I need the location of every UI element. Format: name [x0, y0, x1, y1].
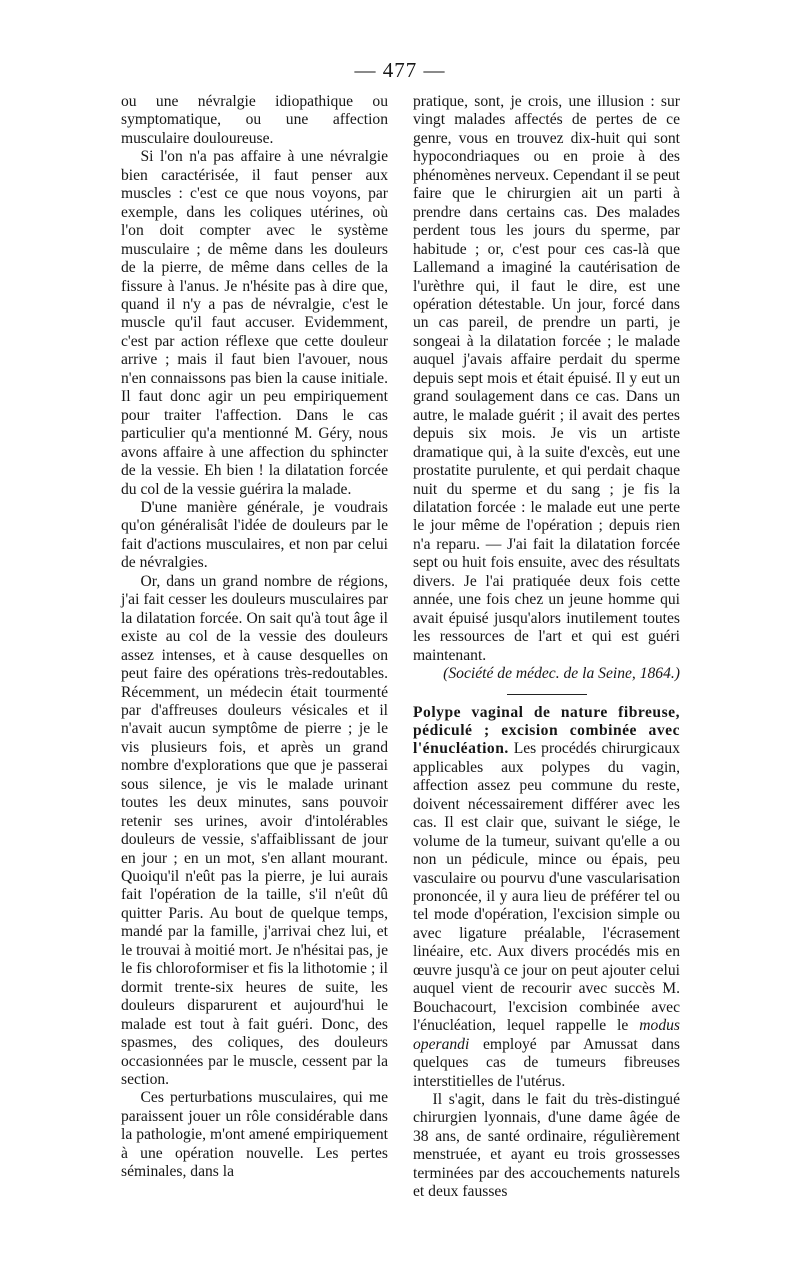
right-column — [413, 93, 680, 1202]
section-title: Polype vaginal de nature fibreuse, pédiculé ; excision combinée avec l'énucléation. — [413, 703, 680, 758]
paragraph: Si l'on n'a pas affaire à une névralgie bien caractérisée, il faut penser aux muscles : c'est ce que nous voyons, par exemple, dans les coliques utérines, où l'on doit compter avec le système musculaire ; de même dans les douleurs de la pierre, de même dans celles de la fissure à l'anus. Je n'hésite pas à dire que, quand il n'y a pas de névralgie, c'est le muscle qu'il faut accuser. Evidemment, c'est par action réflexe que cette douleur arrive ; mais il faut bien l'avouer, nous n'en connaissons pas bien la cause initiale. Il faut donc agir un peu empiriquement pour traiter l'affection. Dans le cas particulier qu'a mentionné M. Géry, nous avons affaire à une affection du sphincter de la vessie. Eh bien ! la dilatation forcée du col de la vessie guérira la malade. — [121, 148, 388, 498]
citation-line — [413, 665, 680, 683]
paragraph-text: Les procédés chirurgicaux applicables aux polypes du vagin, affection assez peu commune du reste, doivent nécessairement différer avec les cas. Il est clair que, suivant le siége, le volume de la tumeur, suivant qu'elle a ou non un pédicule, mince ou épais, peu vasculaire ou pourvu d'une vascularisation prononcée, il y aura lieu de préférer tel ou tel mode d'opération, l'excision simple ou avec ligature préalable, l'écrasement linéaire, etc. Aux divers procédés mis en œuvre jusqu'à ce jour on peut ajouter celui auquel vient de recourir avec succès M. Bouchacourt, l'excision combinée avec l'énucléation, lequel rappelle le — [413, 740, 680, 1035]
italic-phrase: modus operandi — [413, 1017, 680, 1053]
paragraph: Il s'agit, dans le fait du très-distingué chirurgien lyonnais, d'une dame âgée de 38 ans, de santé ordinaire, régulièrement menstruée, et ayant eu trois grossesses terminées par des accouchements naturels et deux fausses — [413, 1091, 680, 1201]
page-number: — 477 — — [354, 58, 446, 82]
citation: (Société de médec. de la Seine, 1864.) — [443, 665, 680, 683]
paragraph-text: employé par Amussat dans quelques cas de tumeurs fibreuses interstitielles de l'utérus. — [413, 1035, 680, 1090]
paragraph: pratique, sont, je crois, une illusion : sur vingt malades affectés de pertes de ce genre, vous en trouvez dix-huit qui sont hypocondriaques ou en proie à des phénomènes nerveux. Cependant il se peut faire que le chirurgien ait un parti à prendre dans certains cas. Des malades perdent tous les jours du sperme, par habitude ; or, c'est pour ces cas-là que Lallemand a imaginé la cautérisation de l'urèthre qui, il faut le dire, est une opération détestable. Un jour, forcé dans un cas pareil, de prendre un parti, je songeai à la dilatation forcée ; le malade auquel j'avais affaire perdait du sperme depuis sept mois et était épuisé. Il y eut un grand soulagement dans ce cas. Dans un autre, le malade guérit ; il avait des pertes depuis six mois. Je vis un artiste dramatique qui, à la suite d'excès, eut une prostatite purulente, et qui perdait chaque nuit du sperme et du sang ; je fis la dilatation forcée : le malade eut une perte le jour même de l'opération ; depuis rien n'a reparu. — J'ai fait la dilatation forcée sept ou huit fois ensuite, avec des résultats divers. Je l'ai pratiquée deux fois cette année, une fois chez un jeune homme qui avait épuisé jusqu'alors inutilement toutes les ressources de l'art et qui est guéri maintenant. — [413, 93, 680, 664]
section-divider — [507, 694, 587, 695]
paragraph: D'une manière générale, je voudrais qu'on généralisât l'idée de douleurs par le fait d'actions musculaires, et non par celui de névralgies. — [121, 498, 388, 572]
section-paragraph — [413, 704, 680, 1092]
paragraph: ou une névralgie idiopathique ou symptomatique, ou une affection musculaire douloureuse. — [121, 93, 388, 147]
paragraph: Or, dans un grand nombre de régions, j'ai fait cesser les douleurs musculaires par la dilatation forcée. On sait qu'à tout âge il existe au col de la vessie des douleurs assez intenses, et à cause desquelles on peut faire des opérations très-redoutables. Récemment, un médecin était tourmenté par d'affreuses douleurs vésicales et il n'avait aucun symptôme de pierre ; je le vis plusieurs fois, et après un grand nombre d'explorations que que je passerai sous silence, je vis le malade urinant toutes les deux minutes, sans pouvoir retenir ses urines, avoir d'intolérables douleurs de vessie, s'affaiblissant de jour en jour ; en un mot, s'en allant mourant. Quoiqu'il n'eût pas la pierre, je lui aurais fait l'opération de la taille, s'il n'eût dû quitter Paris. Au bout de quelque temps, mandé par la famille, j'arrivai chez lui, et le trouvai à moitié mort. Je n'hésitai pas, je le fis chloroformiser et fis la lithotomie ; il dormit trente-six heures de suite, les douleurs disparurent et aujourd'hui le malade est tout à fait guéri. Donc, des spasmes, des coliques, des douleurs occasionnées par le muscle, cessent par la section. — [121, 572, 388, 1089]
paragraph: Ces perturbations musculaires, qui me paraissent jouer un rôle considérable dans la pathologie, m'ont amené empiriquement à une opération nouvelle. Les pertes séminales, dans la — [121, 1089, 388, 1181]
left-column — [121, 93, 388, 1182]
